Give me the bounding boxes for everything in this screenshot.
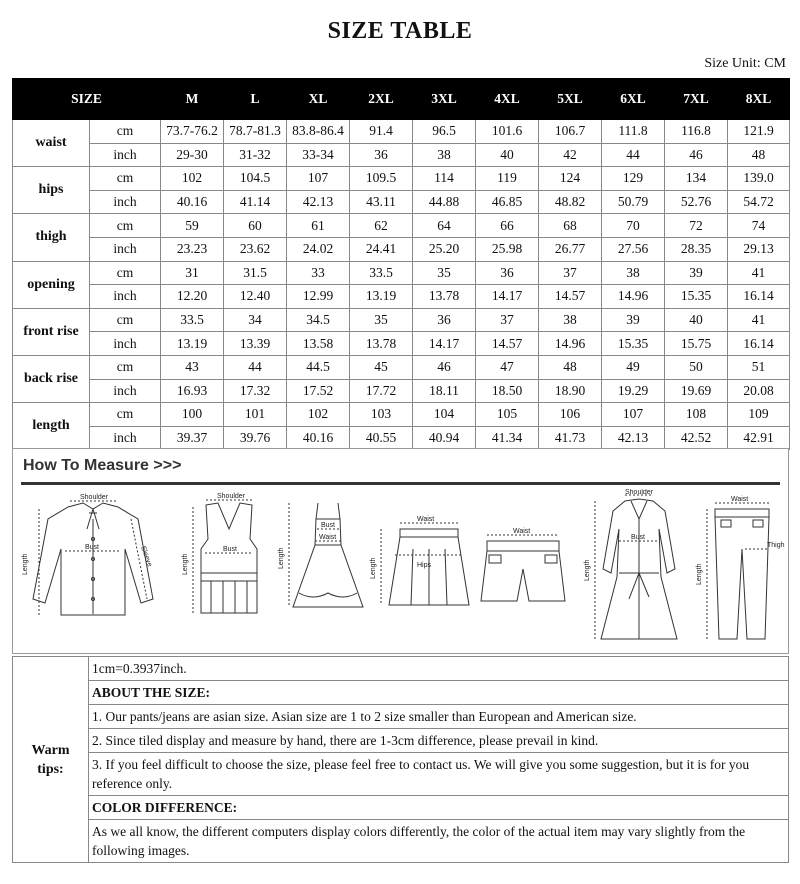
size-value-cell: 36 [350, 143, 413, 167]
size-row-cm [13, 214, 790, 238]
size-value-cell: 39 [665, 261, 728, 285]
unit-cell: cm [90, 120, 161, 144]
size-value-cell: 14.57 [539, 285, 602, 309]
size-value-cell: 33.5 [161, 308, 224, 332]
length-label: Length [182, 553, 189, 575]
size-header-cell: 5XL [539, 79, 602, 120]
unit-cell: inch [90, 237, 161, 261]
unit-cell: inch [90, 332, 161, 356]
size-row-inch [13, 237, 790, 261]
size-row-cm [13, 403, 790, 427]
size-value-cell: 35 [413, 261, 476, 285]
size-value-cell: 31.5 [224, 261, 287, 285]
size-value-cell: 68 [539, 214, 602, 238]
size-table [12, 78, 790, 450]
unit-cell: inch [90, 426, 161, 450]
size-value-cell: 15.75 [665, 332, 728, 356]
tank-top-figure-icon [182, 493, 257, 613]
size-value-cell: 25.20 [413, 237, 476, 261]
size-value-cell: 13.78 [413, 285, 476, 309]
bust-label: Bust [631, 534, 646, 541]
dress-figure-icon [278, 503, 363, 607]
pants-figure-icon [696, 496, 785, 639]
size-header-row [13, 79, 790, 120]
size-row-cm [13, 308, 790, 332]
measurement-name: length [13, 403, 90, 450]
size-value-cell: 121.9 [728, 120, 790, 144]
size-value-cell: 35 [350, 308, 413, 332]
size-value-cell: 129 [602, 167, 665, 191]
length-label: Length [584, 559, 591, 581]
size-row-inch [13, 285, 790, 309]
size-value-cell: 46.85 [476, 190, 539, 214]
unit-cell: inch [90, 379, 161, 403]
size-value-cell: 40.94 [413, 426, 476, 450]
size-value-cell: 104 [413, 403, 476, 427]
size-value-cell: 41.73 [539, 426, 602, 450]
size-value-cell: 39.37 [161, 426, 224, 450]
size-row-cm [13, 167, 790, 191]
size-value-cell: 18.90 [539, 379, 602, 403]
size-value-cell: 38 [602, 261, 665, 285]
size-value-cell: 12.40 [224, 285, 287, 309]
tip-about-3: 3. If you feel difficult to choose the size, please feel free to contact us. We will give you some suggestion, but it is for you reference only. [89, 753, 789, 796]
size-value-cell: 40.16 [161, 190, 224, 214]
size-value-cell: 47 [476, 355, 539, 379]
size-value-cell: 36 [476, 261, 539, 285]
measurement-name: back rise [13, 355, 90, 402]
size-row-cm [13, 261, 790, 285]
tip-about-heading: ABOUT THE SIZE: [89, 681, 789, 705]
size-value-cell: 73.7-76.2 [161, 120, 224, 144]
size-table-body [13, 120, 790, 450]
size-value-cell: 62 [350, 214, 413, 238]
size-value-cell: 43 [161, 355, 224, 379]
size-value-cell: 17.52 [287, 379, 350, 403]
size-value-cell: 139.0 [728, 167, 790, 191]
size-header-cell: L [224, 79, 287, 120]
size-value-cell: 41.34 [476, 426, 539, 450]
size-value-cell: 102 [287, 403, 350, 427]
size-value-cell: 25.98 [476, 237, 539, 261]
size-value-cell: 38 [413, 143, 476, 167]
size-value-cell: 26.77 [539, 237, 602, 261]
size-value-cell: 39 [602, 308, 665, 332]
size-value-cell: 40 [476, 143, 539, 167]
measurement-name: waist [13, 120, 90, 167]
size-value-cell: 24.41 [350, 237, 413, 261]
size-value-cell: 52.76 [665, 190, 728, 214]
unit-cell: cm [90, 403, 161, 427]
sleeve-label: Sleeve [139, 545, 154, 568]
size-value-cell: 42.13 [602, 426, 665, 450]
size-value-cell: 59 [161, 214, 224, 238]
bust-label: Bust [223, 546, 238, 553]
size-value-cell: 23.62 [224, 237, 287, 261]
size-value-cell: 96.5 [413, 120, 476, 144]
size-value-cell: 60 [224, 214, 287, 238]
size-row-cm [13, 355, 790, 379]
size-value-cell: 33-34 [287, 143, 350, 167]
length-label: Length [370, 557, 377, 579]
warm-tips-label: Warm tips: [13, 657, 89, 863]
size-value-cell: 49 [602, 355, 665, 379]
size-value-cell: 17.72 [350, 379, 413, 403]
size-value-cell: 45 [350, 355, 413, 379]
shorts-figure-icon [481, 528, 565, 601]
size-header-cell: 4XL [476, 79, 539, 120]
measurement-name: thigh [13, 214, 90, 261]
length-label: Length [696, 563, 703, 585]
blouse-figure-icon [22, 494, 153, 615]
size-value-cell: 44 [602, 143, 665, 167]
size-value-cell: 29-30 [161, 143, 224, 167]
unit-cell: inch [90, 143, 161, 167]
size-value-cell: 42.13 [287, 190, 350, 214]
size-row-inch [13, 426, 790, 450]
size-value-cell: 37 [476, 308, 539, 332]
size-value-cell: 134 [665, 167, 728, 191]
size-value-cell: 28.35 [665, 237, 728, 261]
size-value-cell: 50 [665, 355, 728, 379]
measurement-name: front rise [13, 308, 90, 355]
length-label: Length [22, 553, 29, 575]
size-value-cell: 16.93 [161, 379, 224, 403]
size-header-cell: 3XL [413, 79, 476, 120]
size-value-cell: 109.5 [350, 167, 413, 191]
size-value-cell: 14.96 [539, 332, 602, 356]
size-value-cell: 12.99 [287, 285, 350, 309]
shoulder-label: Shoulder [217, 493, 246, 500]
unit-cell: inch [90, 190, 161, 214]
size-value-cell: 31 [161, 261, 224, 285]
size-value-cell: 38 [539, 308, 602, 332]
size-value-cell: 78.7-81.3 [224, 120, 287, 144]
size-value-cell: 31-32 [224, 143, 287, 167]
size-value-cell: 34 [224, 308, 287, 332]
size-value-cell: 106.7 [539, 120, 602, 144]
size-value-cell: 14.57 [476, 332, 539, 356]
size-value-cell: 109 [728, 403, 790, 427]
size-value-cell: 100 [161, 403, 224, 427]
bust-label: Bust [321, 522, 336, 529]
tip-about-1: 1. Our pants/jeans are asian size. Asian size are 1 to 2 size smaller than European and American size. [89, 705, 789, 729]
thigh-label: Thigh [767, 542, 785, 549]
measurement-name: opening [13, 261, 90, 308]
tip-conversion: 1cm=0.3937inch. [89, 657, 789, 681]
size-value-cell: 14.96 [602, 285, 665, 309]
size-value-cell: 15.35 [665, 285, 728, 309]
size-value-cell: 13.19 [161, 332, 224, 356]
size-value-cell: 83.8-86.4 [287, 120, 350, 144]
size-value-cell: 61 [287, 214, 350, 238]
size-value-cell: 44.5 [287, 355, 350, 379]
waist-label: Waist [731, 496, 749, 503]
size-value-cell: 74 [728, 214, 790, 238]
size-value-cell: 48 [539, 355, 602, 379]
size-value-cell: 37 [539, 261, 602, 285]
size-header-cell: 7XL [665, 79, 728, 120]
size-value-cell: 14.17 [413, 332, 476, 356]
size-value-cell: 43.11 [350, 190, 413, 214]
size-value-cell: 41.14 [224, 190, 287, 214]
size-value-cell: 48 [728, 143, 790, 167]
size-value-cell: 20.08 [728, 379, 790, 403]
size-value-cell: 15.35 [602, 332, 665, 356]
size-value-cell: 42.52 [665, 426, 728, 450]
tip-color-heading: COLOR DIFFERENCE: [89, 796, 789, 820]
size-value-cell: 19.29 [602, 379, 665, 403]
size-value-cell: 108 [665, 403, 728, 427]
size-value-cell: 70 [602, 214, 665, 238]
size-header-cell: 6XL [602, 79, 665, 120]
size-value-cell: 33 [287, 261, 350, 285]
size-header-cell: 8XL [728, 79, 790, 120]
size-value-cell: 39.76 [224, 426, 287, 450]
size-value-cell: 103 [350, 403, 413, 427]
size-value-cell: 13.58 [287, 332, 350, 356]
size-value-cell: 17.32 [224, 379, 287, 403]
size-value-cell: 13.19 [350, 285, 413, 309]
size-value-cell: 50.79 [602, 190, 665, 214]
size-value-cell: 27.56 [602, 237, 665, 261]
tip-color-text: As we all know, the different computers display colors differently, the color of the actual item may vary slightly from the following images. [89, 820, 789, 863]
waist-label: Waist [319, 534, 337, 541]
unit-cell: cm [90, 214, 161, 238]
measurement-name: hips [13, 167, 90, 214]
size-header-cell: M [161, 79, 224, 120]
size-row-inch [13, 379, 790, 403]
how-to-measure-panel [12, 448, 789, 654]
unit-cell: cm [90, 167, 161, 191]
shoulder-label: Shoulder [625, 489, 654, 496]
measure-illustrations [13, 489, 788, 653]
size-value-cell: 107 [287, 167, 350, 191]
size-value-cell: 18.11 [413, 379, 476, 403]
size-value-cell: 66 [476, 214, 539, 238]
size-value-cell: 33.5 [350, 261, 413, 285]
size-value-cell: 104.5 [224, 167, 287, 191]
size-value-cell: 114 [413, 167, 476, 191]
size-value-cell: 119 [476, 167, 539, 191]
size-value-cell: 19.69 [665, 379, 728, 403]
page-title: SIZE TABLE [327, 18, 473, 44]
length-label: Length [278, 547, 285, 569]
hips-label: Hips [417, 562, 432, 569]
warm-tips-table [12, 656, 789, 863]
size-value-cell: 41 [728, 308, 790, 332]
size-value-cell: 64 [413, 214, 476, 238]
skirt-figure-icon [370, 516, 469, 605]
size-value-cell: 111.8 [602, 120, 665, 144]
unit-cell: cm [90, 261, 161, 285]
size-value-cell: 72 [665, 214, 728, 238]
size-row-cm [13, 120, 790, 144]
size-value-cell: 13.78 [350, 332, 413, 356]
size-row-inch [13, 332, 790, 356]
size-row-inch [13, 143, 790, 167]
waist-label: Waist [417, 516, 435, 523]
size-value-cell: 40 [665, 308, 728, 332]
unit-cell: inch [90, 285, 161, 309]
size-value-cell: 41 [728, 261, 790, 285]
size-value-cell: 124 [539, 167, 602, 191]
size-value-cell: 13.39 [224, 332, 287, 356]
size-header-cell: XL [287, 79, 350, 120]
size-value-cell: 105 [476, 403, 539, 427]
size-value-cell: 106 [539, 403, 602, 427]
size-value-cell: 91.4 [350, 120, 413, 144]
how-to-measure-title: How To Measure >>> [23, 457, 182, 474]
size-header-cell: 2XL [350, 79, 413, 120]
bust-label: Bust [85, 544, 100, 551]
size-value-cell: 24.02 [287, 237, 350, 261]
shoulder-label: Shoulder [80, 494, 109, 501]
size-value-cell: 42 [539, 143, 602, 167]
size-value-cell: 12.20 [161, 285, 224, 309]
size-value-cell: 46 [413, 355, 476, 379]
size-value-cell: 16.14 [728, 285, 790, 309]
size-value-cell: 48.82 [539, 190, 602, 214]
size-row-inch [13, 190, 790, 214]
size-value-cell: 29.13 [728, 237, 790, 261]
size-value-cell: 51 [728, 355, 790, 379]
size-value-cell: 46 [665, 143, 728, 167]
size-value-cell: 101 [224, 403, 287, 427]
waist-label: Waist [513, 528, 531, 535]
tip-about-2: 2. Since tiled display and measure by hand, there are 1-3cm difference, please prevail in kind. [89, 729, 789, 753]
unit-cell: cm [90, 355, 161, 379]
size-value-cell: 40.16 [287, 426, 350, 450]
unit-cell: cm [90, 308, 161, 332]
size-value-cell: 116.8 [665, 120, 728, 144]
size-header-label: SIZE [13, 79, 161, 120]
size-value-cell: 107 [602, 403, 665, 427]
size-value-cell: 40.55 [350, 426, 413, 450]
size-value-cell: 14.17 [476, 285, 539, 309]
size-value-cell: 34.5 [287, 308, 350, 332]
size-value-cell: 44.88 [413, 190, 476, 214]
size-value-cell: 101.6 [476, 120, 539, 144]
size-value-cell: 102 [161, 167, 224, 191]
how-to-measure-divider [21, 482, 780, 485]
size-value-cell: 54.72 [728, 190, 790, 214]
size-value-cell: 42.91 [728, 426, 790, 450]
size-value-cell: 23.23 [161, 237, 224, 261]
size-value-cell: 44 [224, 355, 287, 379]
size-value-cell: 36 [413, 308, 476, 332]
size-value-cell: 18.50 [476, 379, 539, 403]
size-unit-label: Size Unit: CM [704, 56, 786, 71]
size-value-cell: 16.14 [728, 332, 790, 356]
coat-figure-icon [584, 489, 677, 639]
